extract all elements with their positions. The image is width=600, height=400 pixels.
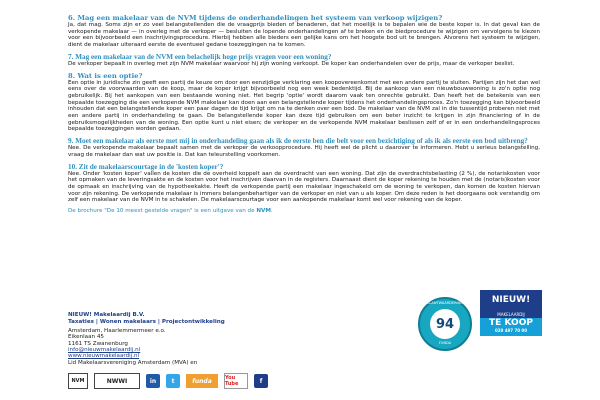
rating-badge: [418, 297, 472, 351]
funda-logo[interactable]: funda: [186, 374, 218, 388]
facebook-icon[interactable]: f: [254, 374, 268, 388]
question-7-answer: De verkoper bepaalt in overleg met zijn NVM makelaar waarvoor hij zijn woning verkoopt. De koper kan onderhandelen over de prijs, maar de verkoper beslist.: [68, 60, 515, 67]
footnote-suffix: .: [270, 208, 273, 215]
company-name: NIEUW! Makelaardij B.V.: [68, 312, 145, 318]
nvm-logo: NVM: [68, 373, 88, 389]
partner-logos: [68, 373, 268, 389]
membership-line: Lid Makelaarsvereniging Amsterdam (MVA) en: [68, 359, 198, 366]
question-10-answer: Nee. Onder 'kosten koper' vallen de kosten die de overheid koppelt aan de overdracht van een woning. Dat zijn de overdrachtsbelasting (2 %), de notariskosten voor het opmaken van de leveringsakte en de kosten voor het inschrijven daarvan in de registers. Daarnaast dient de koper rekening te houden met de (notaris)kosten voor de opmaak en inschrijving van de hypotheekakte. Heeft de verkopende partij een makelaar ingeschakeld om de woning te verkopen, dan komen de kosten hiervan voor zijn rekening. De verkopende makelaar is immers belangenbehartiger van de verkoper en niet van u als koper. Om deze reden is het doorgaans ook verstandig om zelf een makelaar van de NVM in te schakelen. De makelaarscourtage voor een aankopende makelaar komt wel voor rekening van de koper.: [68, 170, 540, 204]
sign-brand-sub: MAKELAARDIJ: [480, 310, 542, 318]
address-line-1: Amsterdam, Haarlemmermeer e.o.: [68, 328, 166, 335]
question-6-title: 6. Mag een makelaar van de NVM tijdens de onderhandelingen het systeem van verkoop wijzigen?: [68, 14, 443, 22]
question-6-answer: Ja, dat mag. Soms zijn er zo veel belangstellenden die de vraagprijs bieden of benaderen, dat het moeilijk is te bepalen wie de beste koper is. In dat geval kan de verkopende makelaar — in overleg met de verkoper — besluiten de lopende onderhandelingen af te breken en de biedprocedure te wijzigen om vervolgens te kiezen voor een bijvoorbeeld een inschrijvingsprocedure. Hierbij hebben alle bieders een gelijke kans om het hoogste bod uit te brengen. Alvorens het systeem te wijzigen, dient de makelaar uiteraard eerste de eventueel gedane toezeggingen na te komen.: [68, 22, 540, 49]
company-services: Taxaties | Wonen makelaars | Projectontwikkeling: [68, 318, 225, 325]
footnote-prefix: De brochure "De 10 meest gestelde vragen" is een uitgave van de: [68, 208, 255, 215]
email-link[interactable]: info@nieuwmakelaardij.nl: [68, 346, 141, 353]
badge-ring-bottom: FUNDA: [438, 341, 452, 345]
badge-ring-top: KLANTWAARDERING: [427, 301, 463, 305]
linkedin-icon[interactable]: in: [146, 374, 160, 388]
badge-number: 94: [430, 309, 460, 339]
address-line-2: Eikenlaan 45: [68, 334, 104, 341]
sign-phone: 020 497 70 00: [494, 328, 527, 333]
question-9-title: 9. Moet een makelaar als eerste met mij in onderhandeling gaan als ik de eerste ben die belt voor een bezichtiging of als ik als eerste een bod uitbreng?: [68, 137, 528, 146]
question-7-title: 7. Mag een makelaar van de NVM een belachelijk hoge prijs vragen voor een woning?: [68, 52, 332, 61]
nwwi-logo: NWWI: [94, 373, 140, 389]
for-sale-sign: [480, 290, 542, 342]
footnote-org: NVM: [256, 208, 271, 215]
sign-koop-text: TE KOOP: [489, 318, 533, 328]
question-10-title: 10. Zit de makelaarscourtage in de 'kosten koper'?: [68, 162, 224, 171]
question-8-answer: Een optie in juridische zin geeft een partij de keuze om door een eenzijdige verklaring een koopovereenkomst met een andere partij te sluiten. Partijen zijn het dan wel eens over de voorwaarden van de koop, maar de koper krijgt bijvoorbeeld nog een week bedenktijd. Bij de aankoop van een nieuwbouwwoning is zo'n optie nog gebruikelijk. Bij het aankopen van een bestaande woning niet. Het begrip 'optie' wordt daarom vaak ten onrechte gebruikt. Dan heeft het de betekenis van een bepaalde toezegging die een verkopende NVM makelaar kan doen aan een belangstellende koper tijdens het onderhandelingsproces. Zo'n toezegging kan bijvoorbeeld inhouden dat een belangstellende koper een paar dagen de tijd krijgt om na te denken over een bod. De makelaar van de NVM zal in die tussentijd proberen niet met een andere partij in onderhandeling te gaan. De belangstellende koper kan deze tijd gebruiken om een beter inzicht te krijgen in zijn financiering of in de gebruiksmogelijkheden van de woning. Een optie kunt u niet eisen; de verkoper en de verkopende NVM makelaar beslissen zelf of er in een onderhandelingsproces bepaalde toezeggingen worden gedaan.: [68, 79, 540, 133]
address-line-3: 1161 TS Zwanenburg: [68, 340, 128, 347]
sign-koop: [480, 318, 542, 336]
brochure-footnote: [68, 208, 540, 214]
question-9-answer: Nee. De verkopende makelaar bepaalt samen met de verkoper de verkoopprocedure. Hij heeft wel de plicht u daarover te informeren. Hebt u serieus belangstelling, vraag de makelaar dan wat uw positie is. Dat kan teleurstelling voorkomen.: [68, 145, 540, 158]
twitter-icon[interactable]: t: [166, 374, 180, 388]
question-8-title: 8. Wat is een optie?: [68, 71, 143, 80]
youtube-icon[interactable]: You Tube: [224, 373, 248, 389]
faq-content: [68, 14, 540, 214]
website-link[interactable]: www.nieuwmakelaardij.nl: [68, 353, 140, 360]
sign-brand: NIEUW!: [480, 290, 542, 310]
